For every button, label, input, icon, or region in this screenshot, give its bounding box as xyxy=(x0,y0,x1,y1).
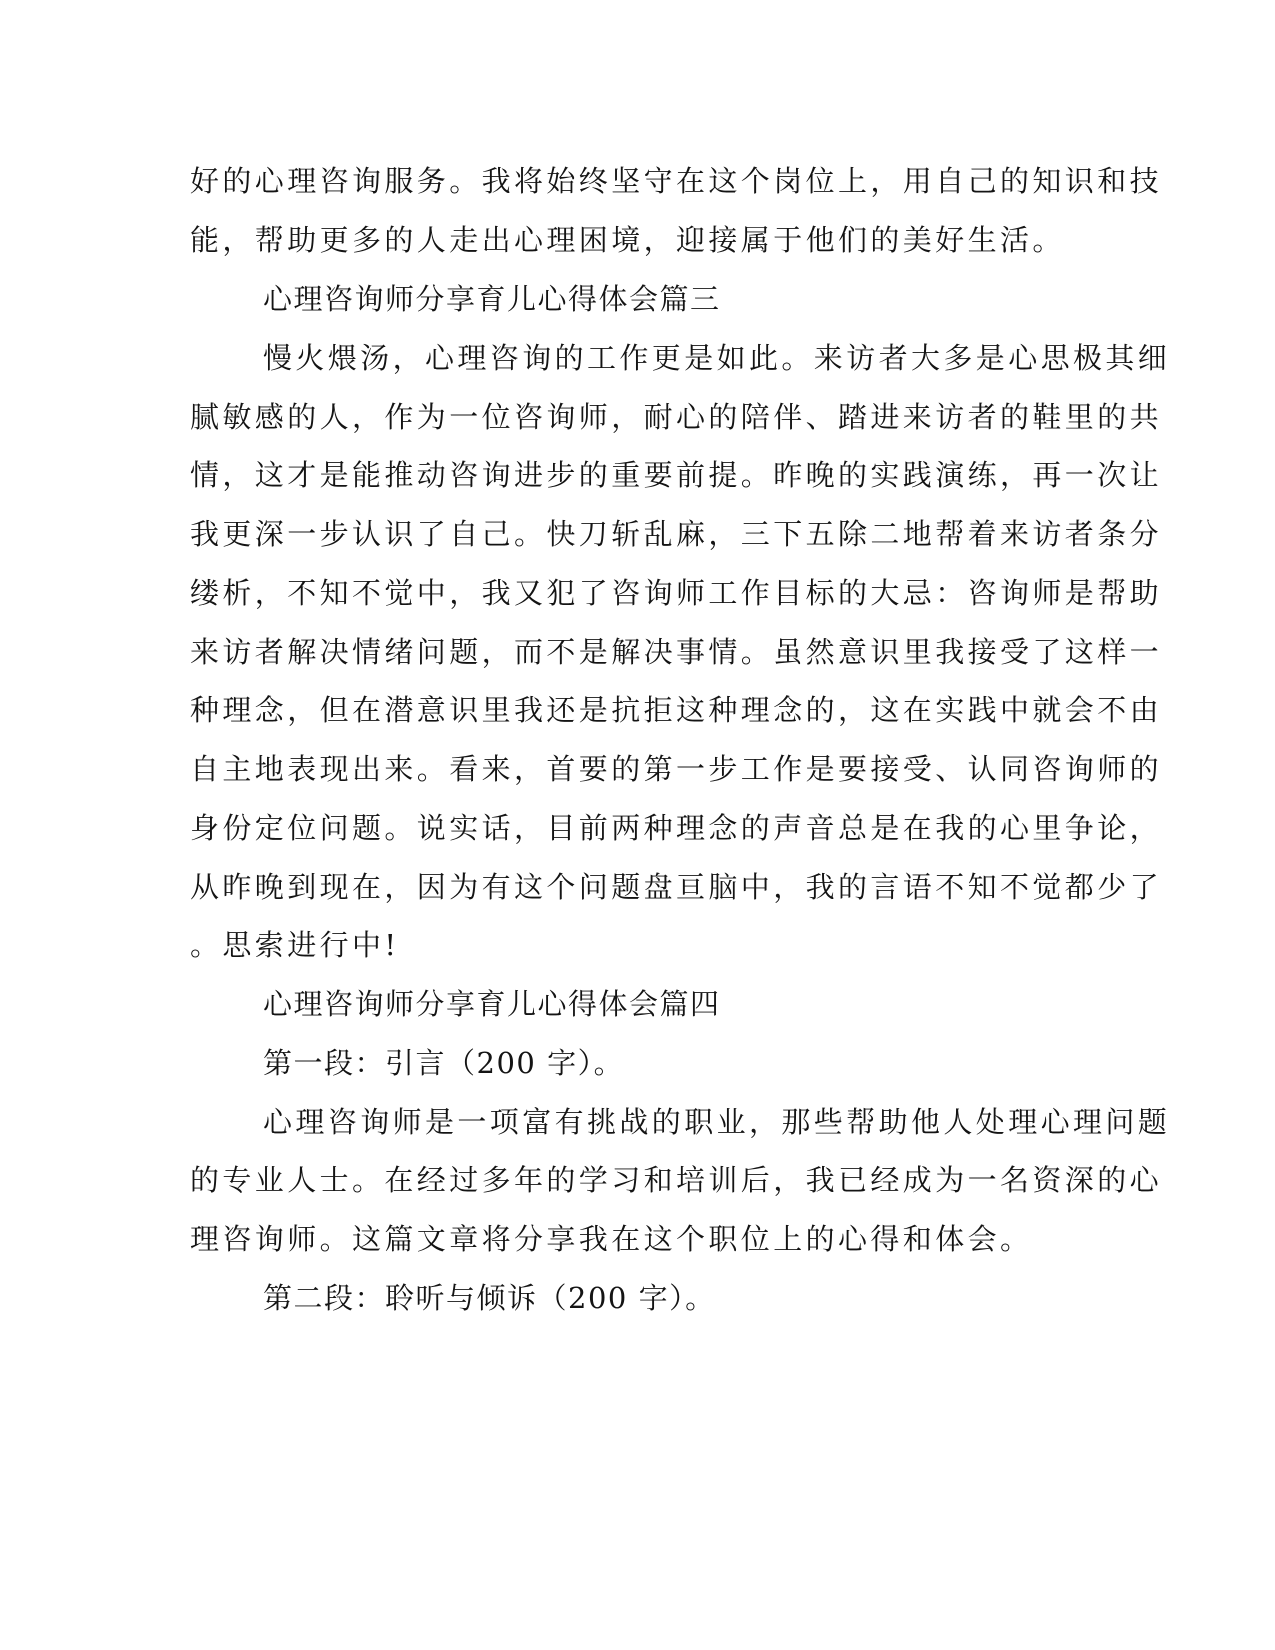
body-text-line: 。思索进行中! xyxy=(190,928,400,962)
section-heading: 心理咨询师分享育儿心得体会篇三 xyxy=(263,282,721,316)
body-text-line: 缕析，不知不觉中，我又犯了咨询师工作目标的大忌：咨询师是帮助 xyxy=(190,576,1163,610)
body-text-line: 好的心理咨询服务。我将始终坚守在这个岗位上，用自己的知识和技 xyxy=(190,164,1163,198)
body-text-line: 种理念，但在潜意识里我还是抗拒这种理念的，这在实践中就会不由 xyxy=(190,693,1163,727)
subsection-heading: 第一段：引言（200 字）。 xyxy=(263,1046,625,1080)
body-text-line: 情，这才是能推动咨询进步的重要前提。昨晚的实践演练，再一次让 xyxy=(190,458,1163,492)
body-text-line: 慢火煨汤，心理咨询的工作更是如此。来访者大多是心思极其细 xyxy=(263,341,1171,375)
body-text-line: 我更深一步认识了自己。快刀斩乱麻，三下五除二地帮着来访者条分 xyxy=(190,517,1163,551)
body-text-line: 来访者解决情绪问题，而不是解决事情。虽然意识里我接受了这样一 xyxy=(190,635,1163,669)
body-text-line: 理咨询师。这篇文章将分享我在这个职位上的心得和体会。 xyxy=(190,1222,1033,1256)
body-text-line: 从昨晚到现在，因为有这个问题盘亘脑中，我的言语不知不觉都少了 xyxy=(190,870,1163,904)
body-text-line: 能，帮助更多的人走出心理困境，迎接属于他们的美好生活。 xyxy=(190,223,1065,257)
subsection-heading: 第二段：聆听与倾诉（200 字）。 xyxy=(263,1281,716,1315)
body-text-line: 身份定位问题。说实话，目前两种理念的声音总是在我的心里争论， xyxy=(190,811,1163,845)
body-text-line: 的专业人士。在经过多年的学习和培训后，我已经成为一名资深的心 xyxy=(190,1163,1163,1197)
section-heading: 心理咨询师分享育儿心得体会篇四 xyxy=(263,987,721,1021)
body-text-line: 腻敏感的人，作为一位咨询师，耐心的陪伴、踏进来访者的鞋里的共 xyxy=(190,400,1163,434)
body-text-line: 自主地表现出来。看来，首要的第一步工作是要接受、认同咨询师的 xyxy=(190,752,1163,786)
body-text-line: 心理咨询师是一项富有挑战的职业，那些帮助他人处理心理问题 xyxy=(263,1105,1171,1139)
